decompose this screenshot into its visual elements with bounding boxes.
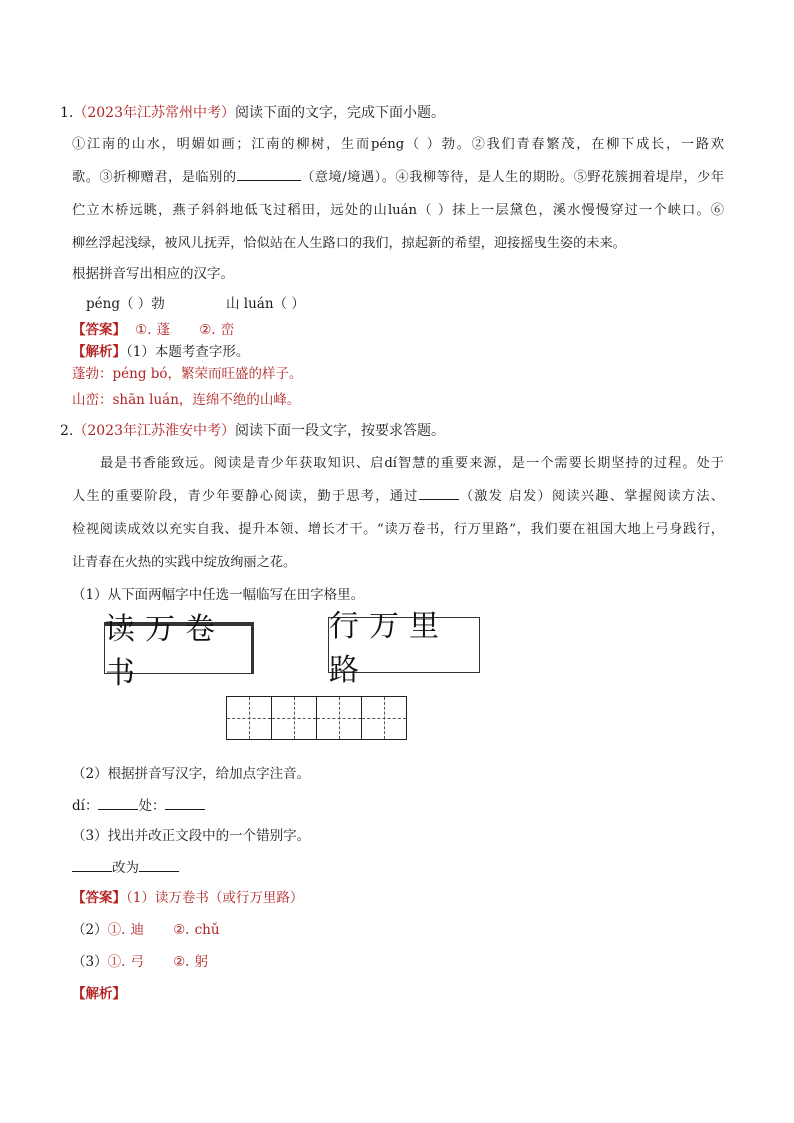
- q2-title: 阅读下面一段文字，按要求答题。: [235, 423, 445, 439]
- calligraphy-sample-2: 行万里路: [328, 617, 480, 673]
- q1-blank-1: péng（ ）勃: [86, 296, 165, 312]
- q2-source: （2023年江苏淮安中考）: [73, 423, 235, 439]
- q1-number: 1.: [60, 105, 74, 121]
- q2-di-blank: [98, 797, 138, 810]
- q2-analysis: 【解析】: [72, 986, 126, 1002]
- q1-analysis: 【解析】（1）本题考查字形。: [72, 344, 250, 360]
- q2-wrong-char-blank: [72, 859, 112, 872]
- q1-prompt: 根据拼音写出相应的汉字。: [72, 266, 234, 282]
- tianzige-cell[interactable]: [226, 696, 272, 740]
- q1-analysis-line-1: 蓬勃：péng bó，繁荣而旺盛的样子。: [72, 366, 303, 382]
- q2-answer-2: （2）①. 迪 ②. chǔ: [72, 922, 220, 938]
- q2-sub1: （1）从下面两幅字中任选一幅临写在田字格里。: [72, 587, 365, 603]
- q2-number: 2.: [60, 423, 74, 439]
- q2-passage-line-3: 检视阅读成效以充实自我、提升本领、增长才干。“读万卷书，行万里路”，我们要在祖国大地上弓身践行，: [72, 522, 724, 537]
- q2-sub2: （2）根据拼音写汉字，给加点字注音。: [72, 766, 311, 782]
- q2-correct-char-blank: [139, 859, 179, 872]
- q2-sub3-blanks: 改为: [72, 856, 179, 876]
- q2-sub2-blanks: dí： 处：: [72, 794, 205, 814]
- q1-blank-2: 山 luán（ ）: [226, 296, 305, 312]
- tianzige-cell[interactable]: [361, 696, 407, 740]
- q2-answer-3: （3）①. 弓 ②. 躬: [72, 954, 209, 970]
- q1-analysis-line-2: 山峦：shān luán，连绵不绝的山峰。: [72, 392, 301, 408]
- q1-passage-line-4: 柳丝浮起浅绿，被风儿抚弄，恰似站在人生路口的我们，掠起新的希望，迎接摇曳生姿的未来。: [72, 236, 626, 251]
- q2-blank-line: [419, 487, 459, 500]
- q2-heading: [60, 420, 445, 440]
- q1-answer: 【答案】 ①. 蓬 ②. 峦: [72, 322, 235, 338]
- q1-heading: [60, 102, 445, 122]
- q2-passage-line-1: 最是书香能致远。阅读是青少年获取知识、启dí智慧的重要来源，是一个需要长期坚持的过程。处于: [100, 456, 724, 471]
- tianzige-cell[interactable]: [316, 696, 362, 740]
- q1-passage-line-1: ①江南的山水，明媚如画；江南的柳树，生而péng（ ）勃。②我们青春繁茂，在柳下成长，一路欢: [72, 137, 724, 152]
- q2-answer-1: 【答案】（1）读万卷书（或行万里路）: [72, 890, 304, 906]
- q2-chu-blank: [165, 797, 205, 810]
- q1-passage-line-3: 伫立木桥远眺，燕子斜斜地低飞过稻田，远处的山luán（ ）抹上一层黛色，溪水慢慢穿过一个峡口。⑥: [72, 203, 724, 218]
- q2-passage-line-4: 让青春在火热的实践中绽放绚丽之花。: [72, 555, 297, 570]
- q1-passage-line-2: 歌。③折柳赠君，是临别的 （意境/境遇）。④我柳等待，是人生的期盼。⑤野花簇拥着堤岸，少年: [72, 170, 725, 185]
- q2-sub3: （3）找出并改正文段中的一个错别字。: [72, 828, 311, 844]
- q1-title: 阅读下面的文字，完成下面小题。: [235, 105, 445, 121]
- tianzige-grid[interactable]: [226, 696, 407, 740]
- q1-blank-line: [237, 168, 301, 181]
- q2-passage-line-2: 人生的重要阶段，青少年要静心阅读，勤于思考，通过 （激发 启发）阅读兴趣、掌握阅读方法、: [72, 489, 724, 504]
- tianzige-cell[interactable]: [271, 696, 317, 740]
- calligraphy-sample-1: 读万卷书: [104, 622, 254, 674]
- q1-source: （2023年江苏常州中考）: [73, 105, 235, 121]
